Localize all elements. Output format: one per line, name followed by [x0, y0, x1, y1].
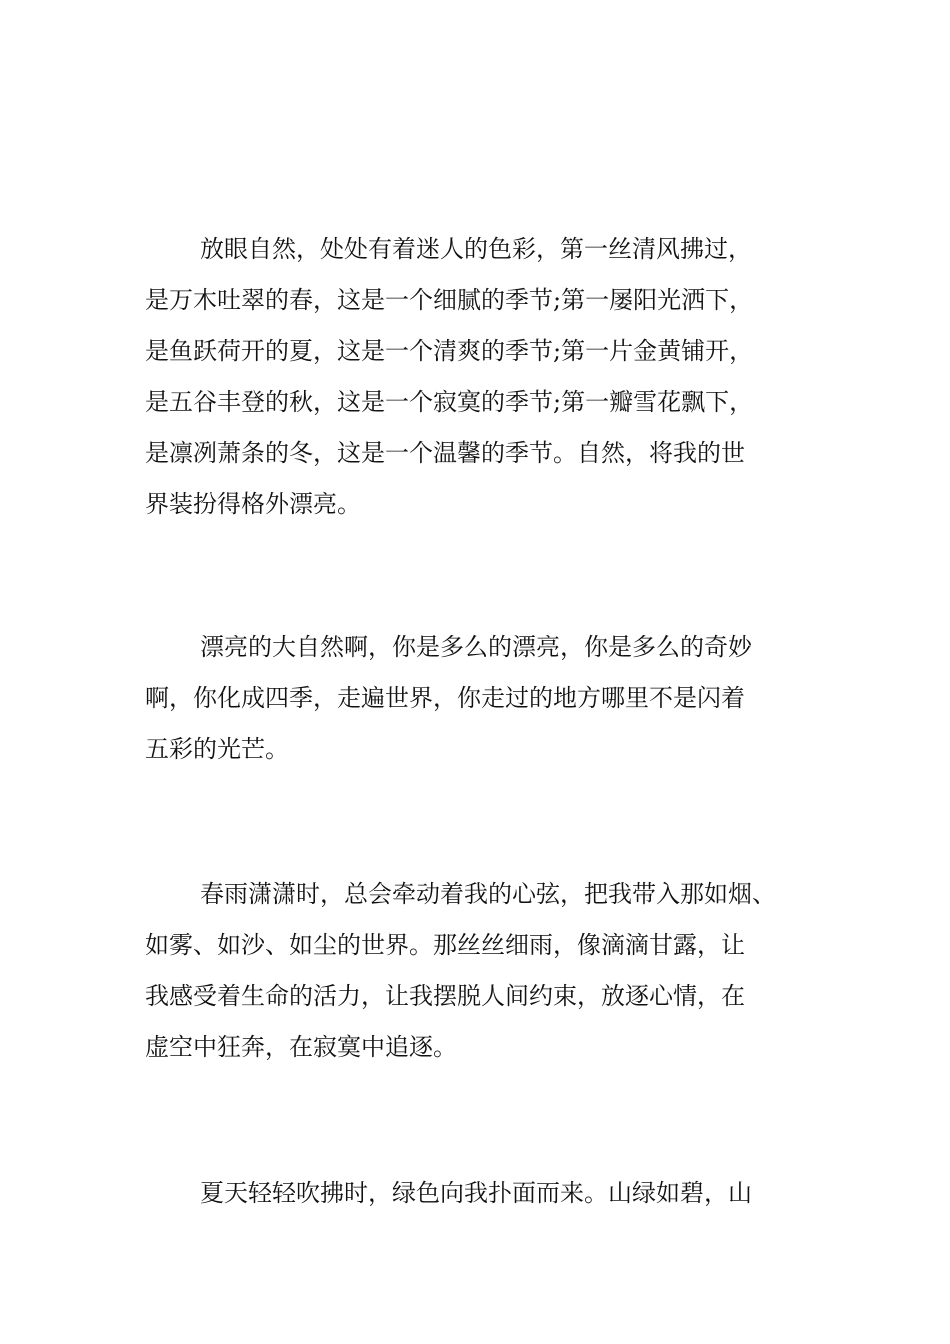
paragraph-line: 漂亮的大自然啊，你是多么的漂亮，你是多么的奇妙 [200, 633, 752, 661]
paragraph-line: 是万木吐翠的春，这是一个细腻的季节;第一屡阳光洒下， [145, 286, 754, 314]
paragraph-line: 五彩的光芒。 [145, 735, 289, 763]
paragraph-line: 啊，你化成四季，走遍世界，你走过的地方哪里不是闪着 [145, 684, 745, 712]
paragraph-line: 春雨潇潇时，总会牵动着我的心弦，把我带入那如烟、 [200, 880, 776, 908]
paragraph-line: 虚空中狂奔，在寂寞中追逐。 [145, 1033, 457, 1061]
paragraph-line: 是凛冽萧条的冬，这是一个温馨的季节。自然，将我的世 [145, 439, 745, 467]
paragraph-3 [145, 869, 815, 1073]
paragraph-1 [145, 224, 815, 530]
paragraph-line: 是五谷丰登的秋，这是一个寂寞的季节;第一瓣雪花飘下， [145, 388, 754, 416]
paragraph-line: 夏天轻轻吹拂时，绿色向我扑面而来。山绿如碧，山 [200, 1179, 752, 1207]
paragraph-line: 如雾、如沙、如尘的世界。那丝丝细雨，像滴滴甘露，让 [145, 931, 745, 959]
paragraph-4 [145, 1168, 815, 1219]
paragraph-line: 界装扮得格外漂亮。 [145, 490, 361, 518]
paragraph-2 [145, 622, 815, 775]
paragraph-line: 是鱼跃荷开的夏，这是一个清爽的季节;第一片金黄铺开， [145, 337, 754, 365]
paragraph-line: 放眼自然，处处有着迷人的色彩，第一丝清风拂过， [200, 235, 752, 263]
paragraph-line: 我感受着生命的活力，让我摆脱人间约束，放逐心情，在 [145, 982, 745, 1010]
